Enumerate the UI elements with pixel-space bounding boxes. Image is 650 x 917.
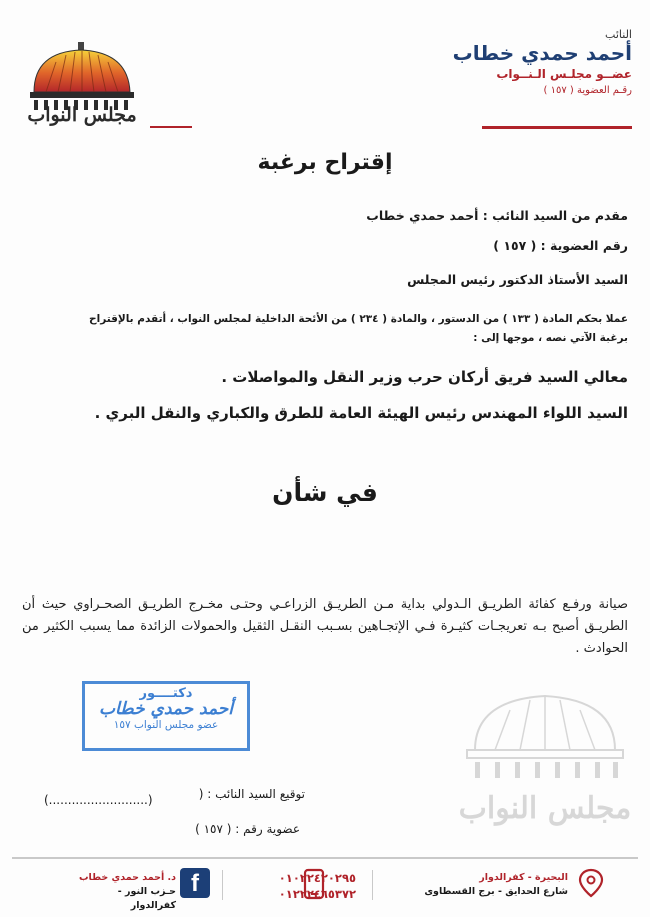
location-pin-icon: [578, 868, 604, 898]
document-title: إقتراح برغبة: [257, 150, 393, 175]
svg-text:مجلس النواب: مجلس النواب: [458, 791, 632, 826]
footer-name-line-2: حـزب النور - كفرالدوار: [117, 886, 176, 911]
address-line-2: شارع الحدايق - برج القسطاوى: [424, 886, 568, 897]
addressee: السيد الأستاذ الدكتور رئيس المجلس: [407, 272, 628, 287]
official-stamp: [82, 681, 250, 751]
logo-divider: [150, 126, 192, 128]
header-block: [392, 28, 632, 96]
stamp-line-3: عضو مجلس النواب ١٥٧: [113, 719, 219, 731]
header-name: أحمد حمدي خطاب: [452, 41, 632, 65]
signature-dots: (..........................): [44, 793, 153, 807]
address-line-1: البحيرة - كفرالدوار: [479, 872, 568, 883]
footer-name: [72, 871, 176, 913]
submitted-by: مقدم من السيد النائب : أحمد حمدي خطاب: [366, 208, 628, 223]
signature-label: توقيع السيد النائب : (: [198, 787, 305, 801]
footer-separator: [372, 870, 373, 900]
logo-text: مجلس النواب: [27, 104, 137, 126]
membership-number: رقم العضوية : ( ١٥٧ ): [493, 238, 628, 253]
stamp-line-2: أحمد حمدي خطاب: [98, 699, 234, 719]
header-divider: [482, 126, 632, 129]
footer-divider: [12, 857, 638, 859]
header-membership: رقـم العضوية ( ١٥٧ ): [543, 85, 632, 96]
stamp-line-1: دكتــــور: [139, 686, 193, 701]
footer-address: [418, 871, 568, 899]
header-role: عضــو مجلـس الـنــواب: [496, 67, 632, 81]
signature-membership: عضوية رقم : ( ١٥٧ ): [195, 822, 300, 836]
phone-2: ٠١٢٢٢٤٦٥٣٧٢: [278, 887, 356, 901]
header-title-small: النائب: [605, 28, 632, 41]
footer-phones: [236, 870, 356, 902]
intro-line-2: برغبة الآتي نصه ، موجها إلى :: [473, 332, 628, 344]
footer-separator: [222, 870, 223, 900]
intro-line-1: عملا بحكم المادة ( ١٣٣ ) من الدستور ، والمادة ( ٢٣٤ ) من الأئحة الداخلية لمجلس النواب ، أتقدم بالإقتراح: [89, 313, 628, 325]
subject-paragraph: صيانة ورفـع كفائة الطريـق الـدولي بداية مـن الطريـق الزراعـي وحتـى مخـرج الطريـق الصحـراوي حيث أن الطريـق أصبح بـه تعريجـات كثيـرة فـي الإتجـاهين بسـبب النقـل الثقيل والحمولات الزائدة مما يسبب الكثير من الحوادث .: [22, 597, 628, 656]
recipient-1: معالي السيد فريق أركان حرب وزير النقل والمواصلات .: [221, 368, 628, 386]
parliament-dome-icon: [26, 40, 138, 150]
footer-name-line-1: د. أحمد حمدي خطاب: [79, 872, 176, 883]
subject-heading: في شأن: [272, 478, 378, 507]
phone-1: ٠١٠٢٢٤٢٠٢٩٥: [278, 871, 356, 885]
facebook-icon[interactable]: f: [180, 868, 210, 898]
parliament-watermark-icon: [455, 680, 635, 830]
recipient-2: السيد اللواء المهندس رئيس الهيئة العامة للطرق والكباري والنقل البري .: [94, 404, 628, 422]
